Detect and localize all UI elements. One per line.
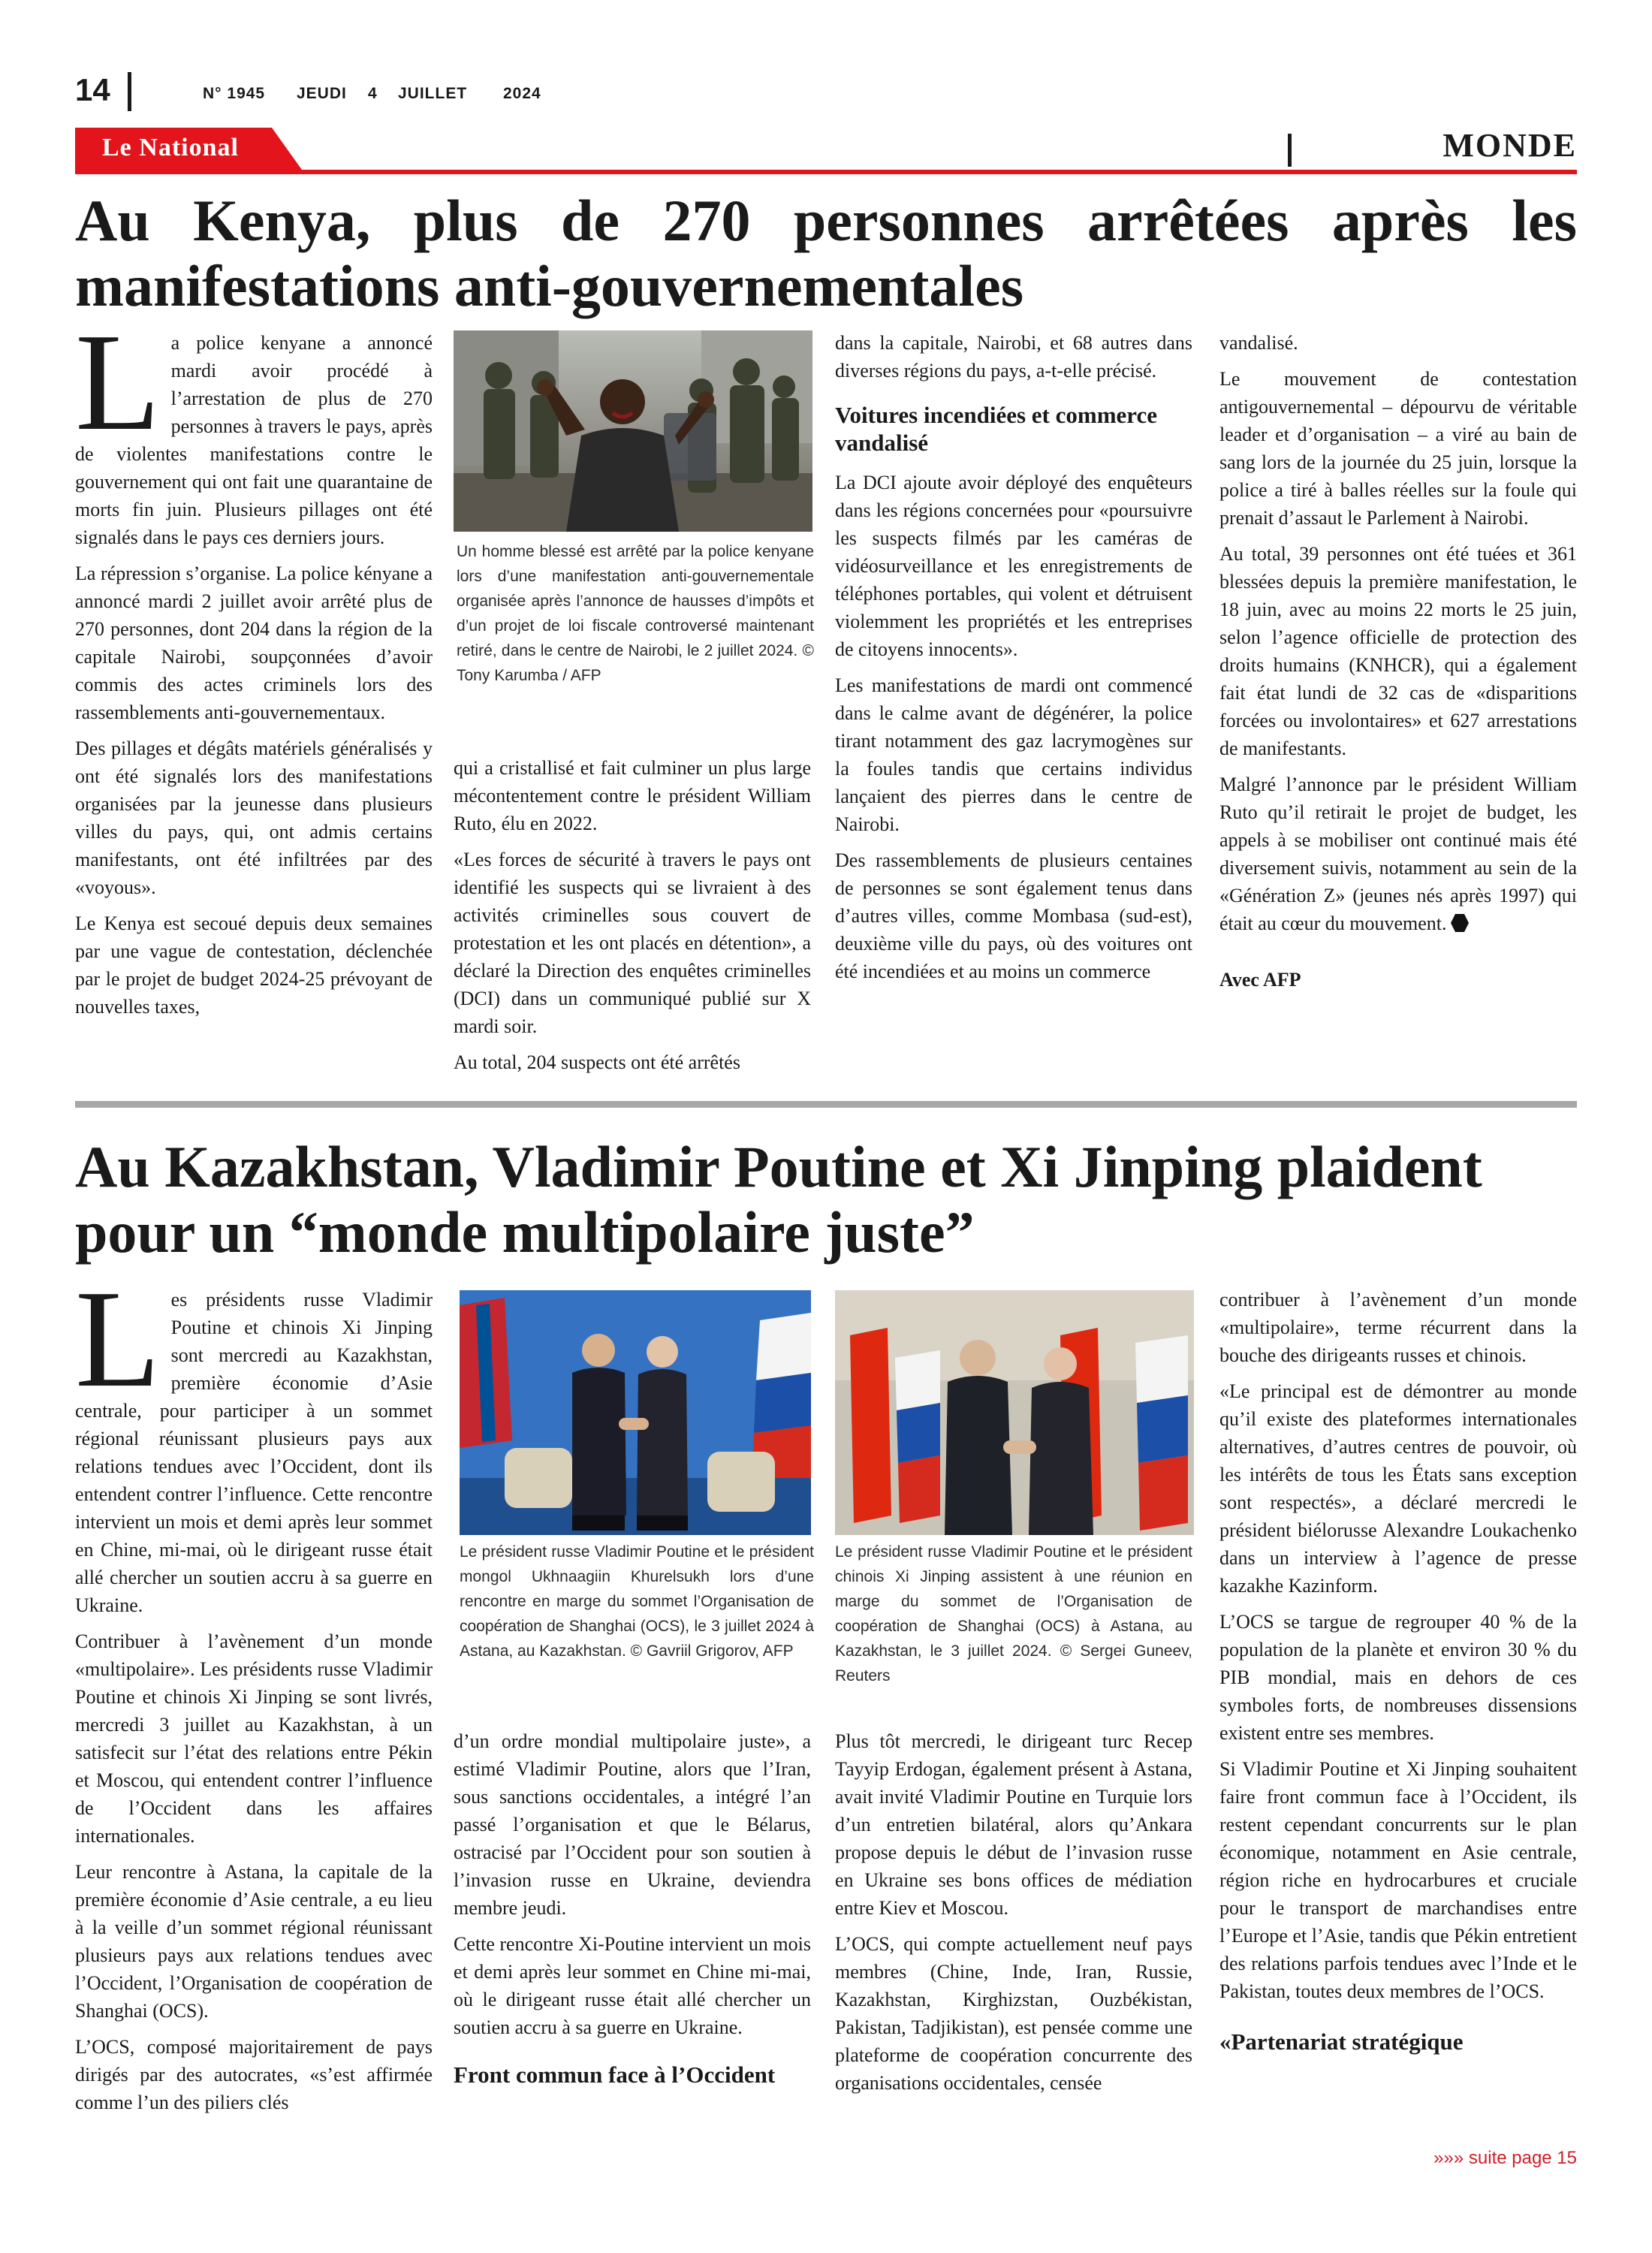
photo-caption: Un homme blessé est arrêté par la police kenyane lors d’une manifestation anti-gouvernementale organisée après l’annonce de hausses d’impôts et d’un projet de loi fiscale controversé maintenant retiré, dans le centre de Nairobi, le 2 juillet 2024. © Tony Karumba / AFP	[457, 543, 814, 684]
paragraph: L’OCS se targue de regrouper 40 % de la population de la planète et environ 30 % du PIB mondial, mais en dehors de ces symboles forts, de nombreuses dissensions existent entre ses membres.	[1219, 1611, 1577, 1744]
article-2-column-4	[1219, 1286, 1577, 2068]
paragraph: Cette rencontre Xi-Poutine intervient un mois et demi après leur sommet en Chine mi-mai, où le dirigeant russe était allé chercher un soutien accru à sa guerre en Ukraine.	[454, 1933, 811, 2038]
putin-khurelsukh-photo	[460, 1290, 811, 1535]
issue-number: N° 1945	[203, 85, 266, 102]
article-1-credit: Avec AFP	[1219, 969, 1301, 991]
paragraph: Si Vladimir Poutine et Xi Jinping souhaitent faire front commun face à l’Occident, ils restent cependant concurrents sur le plan économique, notamment en Asie centrale, région riche en hydrocarbures et cruciale pour le transport de marchandises entre l’Europe et l’Asie, tandis que Pékin entretient des relations parfois tendues avec l’Inde et le Pakistan, toutes deux membres de l’OCS.	[1219, 1758, 1577, 2002]
paragraph: Leur rencontre à Astana, la capitale de la première économie d’Asie centrale, a eu lieu à la veille d’un sommet régional réunissant plusieurs pays aux relations tendues avec l’Occident, l’Organisation de coopération de Shanghai (OCS).	[75, 1861, 433, 2022]
issue-month: JUILLET	[398, 85, 468, 102]
article-2-column-3	[835, 1727, 1192, 2105]
issue-year: 2024	[503, 85, 541, 102]
paragraph: La répression s’organise. La police kényane a annoncé mardi 2 juillet avoir arrêté plus de 270 personnes, dont 204 dans la région de la capitale Nairobi, soupçonnées d’avoir commis des actes criminels lors des rassemblements anti-gouvernementaux.	[75, 562, 433, 723]
subheading: Voitures incendiées et commerce vandalisé	[835, 402, 1158, 456]
kenya-protest-illustration	[454, 330, 812, 532]
paragraph: Plus tôt mercredi, le dirigeant turc Recep Tayyip Erdogan, également présent à Astana, avait invité Vladimir Poutine en Turquie lors d’un entretien bilatéral, alors qu’Ankara propose depuis le début de l’invasion russe en Ukraine ses bons offices de médiation entre Kiev et Moscou.	[835, 1730, 1192, 1919]
brand-name: Le National	[102, 134, 239, 161]
xi-putin-photo	[835, 1290, 1194, 1535]
article-1-column-4	[1219, 329, 1577, 1002]
paragraph: «Les forces de sécurité à travers le pays ont identifié les suspects qui se livraient à des activités criminelles sous couvert de protestation et les ont placés en détention», a déclaré la Direction des enquêtes criminelles (DCI) dans un communiqué publié sur X mardi soir.	[454, 849, 811, 1037]
paragraph: Le Kenya est secoué depuis deux semaines par une vague de contestation, déclenchée par le projet de budget 2024-25 prévoyant de nouvelles taxes,	[75, 912, 433, 1018]
page-number-divider	[128, 72, 131, 111]
article-1-column-2	[454, 754, 811, 1084]
paragraph: «Le principal est de démontrer au monde qu’il existe des plateformes internationales alternatives, d’autres centres de pouvoir, où les intérêts de tous les États sans exception sont respectés», a déclaré mercredi le président biélorusse Alexandre Loukachenko dans un interview à l’agence de presse kazakhe Kazinform.	[1219, 1380, 1577, 1597]
paragraph: vandalisé.	[1219, 332, 1298, 354]
article-1-headline: Au Kenya, plus de 270 personnes arrêtées après les manifestations anti-gouvernementales	[75, 188, 1577, 319]
continuation-link[interactable]: »»» suite page 15	[1433, 2148, 1577, 2168]
issue-day: JEUDI	[297, 85, 347, 102]
end-of-article-icon	[1450, 913, 1470, 933]
paragraph: Contribuer à l’avènement d’un monde «multipolaire». Les présidents russe Vladimir Poutine et chinois Xi Jinping se sont livrés, mercredi 3 juillet au Kazakhstan, à un satisfecit sur l’état des relations entre Pékin et Moscou, qui entendent contrer l’influence de l’Occident dans les affaires internationales.	[75, 1630, 433, 1847]
photo-caption: Le président russe Vladimir Poutine et le président chinois Xi Jinping assistent à une réunion en marge du sommet de l’Organisation de coopération de Shanghai (OCS) à Astana, au Kazakhstan, le 3 juillet 2024. © Sergei Guneev, Reuters	[835, 1543, 1192, 1684]
paragraph: Malgré l’annonce par le président William Ruto qu’il retirait le projet de budget, les appels à se mobiliser ont continué mais été diversement suivis, notamment au sein de la «Génération Z» (jeunes nés après 1997) qui était au cœur du mouvement.	[1219, 774, 1577, 934]
paragraph: Au total, 39 personnes ont été tuées et 361 blessées depuis la première manifestation, le 18 juin, avec au moins 22 morts le 25 juin, selon l’agence officielle de protection des droits humains (KNHCR), qui a également fait état lundi de 32 cas de «disparitions forcées ou involontaires» et 627 arrestations de manifestants.	[1219, 543, 1577, 759]
article-1-column-1	[75, 305, 433, 1029]
issue-date-number: 4	[368, 85, 378, 102]
paragraph: Le mouvement de contestation antigouvernemental – dépourvu de véritable leader et d’organisation – a viré au bain de sang lors de la journée du 25 juin, lorsque la police a tiré à balles réelles sur la foule qui prenait d’assaut le Parlement à Nairobi.	[1219, 368, 1577, 529]
section-divider	[1288, 134, 1292, 167]
xi-putin-illustration	[835, 1290, 1194, 1535]
paragraph: Des rassemblements de plusieurs centaines de personnes se sont également tenus dans d’autres villes, comme Mombasa (sud-est), deuxième ville du pays, où des voitures ont été incendiées et au moins un commerce	[835, 849, 1192, 982]
paragraph: La DCI ajoute avoir déployé des enquêteurs dans les régions concernées pour «poursuivre les suspects filmés par les caméras de vidéosurveillance et les enregistrements de téléphones portables, qui volent et détruisent violemment les propriétés et les entreprises de citoyens innocents».	[835, 472, 1192, 660]
paragraph: qui a cristallisé et fait culminer un plus large mécontentement contre le président William Ruto, élu en 2022.	[454, 757, 811, 834]
paragraph: L’OCS, composé majoritairement de pays dirigés par des autocrates, «s’est affirmée comme l’un des piliers clés	[75, 2036, 433, 2113]
paragraph: contribuer à l’avènement d’un monde «multipolaire», terme récurrent dans la bouche des dirigeants russes et chinois.	[1219, 1289, 1577, 1366]
article-separator-rule	[75, 1101, 1577, 1108]
paragraph: es présidents russe Vladimir Poutine et chinois Xi Jinping sont mercredi au Kazakhstan, première économie d’Asie centrale, pour participer à un sommet régional réunissant plusieurs pays aux relations tendues avec l’Occident, dont ils entendent contrer l’influence. Cette rencontre intervient un mois et demi après leur sommet en Chine, mi-mai, où le dirigeant russe était allé chercher un soutien accru à sa guerre en Ukraine.	[75, 1289, 433, 1616]
subheading: «Partenariat stratégique	[1219, 2028, 1464, 2055]
article-2-headline: Au Kazakhstan, Vladimir Poutine et Xi Jinping plaident pour un “monde multipolaire juste”	[75, 1134, 1482, 1265]
paragraph: d’un ordre mondial multipolaire juste», a estimé Vladimir Poutine, alors que l’Iran, sous sanctions occidentales, a intégré l’an passé l’organisation et que le Bélarus, ostracisé par l’Occident pour son soutien à l’invasion russe en Ukraine, deviendra membre jeudi.	[454, 1730, 811, 1919]
article-2-column-1	[75, 1262, 433, 2125]
paragraph: Les manifestations de mardi ont commencé dans le calme avant de dégénérer, la police tirant notamment des gaz lacrymogènes sur la foules tandis que certains individus lançaient des pierres dans le centre de Nairobi.	[835, 674, 1192, 835]
drop-cap: L	[75, 1262, 161, 1416]
paragraph: dans la capitale, Nairobi, et 68 autres dans diverses régions du pays, a-t-elle précisé.	[835, 332, 1192, 382]
putin-khurelsukh-illustration	[460, 1290, 811, 1535]
header-red-rule	[75, 170, 1577, 174]
page-number: 14	[75, 72, 110, 107]
section-label: MONDE	[1442, 127, 1577, 164]
photo-caption: Le président russe Vladimir Poutine et le président mongol Ukhnaagiin Khurelsukh lors d’une rencontre en marge du sommet l’Organisation de coopération de Shanghai (OCS), le 3 juillet 2024 à Astana, au Kazakhstan. © Gavriil Grigorov, AFP	[460, 1543, 814, 1660]
article-1-column-3	[835, 329, 1192, 994]
paragraph: Des pillages et dégâts matériels généralisés y ont été signalés lors des manifestations organisées par la jeunesse dans plusieurs villes du pays, qui, ont admis certains manifestants, ont été infiltrées par des «voyous».	[75, 737, 433, 898]
paragraph: a police kenyane a annoncé mardi avoir procédé à l’arrestation de plus de 270 personnes à travers le pays, après de violentes manifestations contre le gouvernement qui ont fait une quarantaine de morts fin juin. Plusieurs pillages ont été signalés dans le pays ces derniers jours.	[75, 332, 433, 548]
drop-cap: L	[75, 305, 161, 460]
newspaper-brand-tab	[75, 128, 302, 170]
article-2-column-2	[454, 1727, 811, 2101]
paragraph: L’OCS, qui compte actuellement neuf pays membres (Chine, Inde, Iran, Russie, Kazakhstan, Kirghizstan, Ouzbékistan, Pakistan, Tadjikistan), est pensée comme une plateforme de coopération concurrente des organisations occidentales, censée	[835, 1933, 1192, 2094]
paragraph: Au total, 204 suspects ont été arrêtés	[454, 1051, 740, 1073]
subheading: Front commun face à l’Occident	[454, 2061, 776, 2088]
kenya-protest-photo	[454, 330, 812, 532]
